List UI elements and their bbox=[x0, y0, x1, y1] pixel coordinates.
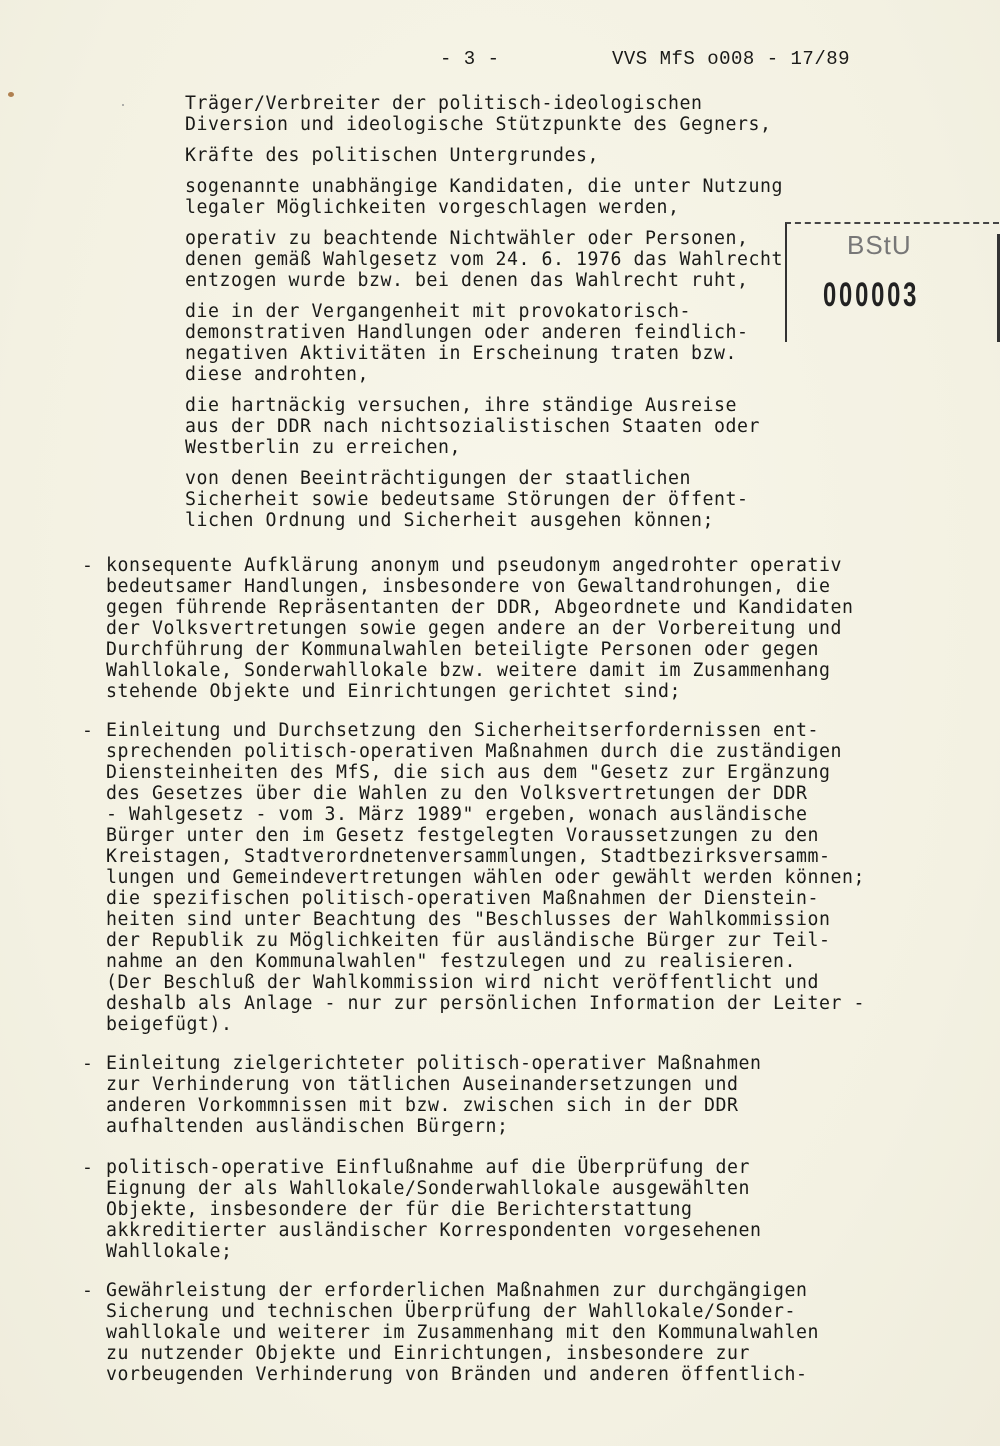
bullet-line: deshalb als Anlage - nur zur persönlichen Information der Leiter - bbox=[106, 993, 865, 1014]
bullet-line: aufhaltenden ausländischen Bürgern; bbox=[106, 1116, 509, 1137]
bullet-dash: - bbox=[82, 555, 93, 576]
bullet-line: Bürger unter den im Gesetz festgelegten Voraussetzungen zu den bbox=[106, 825, 819, 846]
sub-item-line: lichen Ordnung und Sicherheit ausgehen können; bbox=[185, 510, 714, 531]
sub-item-line: entzogen wurde bzw. bei denen das Wahlrecht ruht, bbox=[185, 270, 749, 291]
bullet-line: akkreditierter ausländischer Korrespondenten vorgesehenen bbox=[106, 1220, 762, 1241]
bullet-line: Einleitung und Durchsetzung den Sicherheitserfordernissen ent- bbox=[106, 720, 819, 741]
bullet-line: Objekte, insbesondere der für die Berichterstattung bbox=[106, 1199, 693, 1220]
bullet-line: der Republik zu Möglichkeiten für ausländische Bürger zur Teil- bbox=[106, 930, 831, 951]
sub-item-line: Diversion und ideologische Stützpunkte des Gegners, bbox=[185, 114, 772, 135]
sub-item-line: legaler Möglichkeiten vorgeschlagen werden, bbox=[185, 197, 680, 218]
stamp-number: 000003 bbox=[823, 276, 920, 314]
bullet-line: vorbeugenden Verhinderung von Bränden und anderen öffentlich- bbox=[106, 1364, 808, 1385]
bullet-line: konsequente Aufklärung anonym und pseudonym angedrohter operativ bbox=[106, 555, 842, 576]
sub-item-line: Sicherheit sowie bedeutsame Störungen der öffent- bbox=[185, 489, 749, 510]
sub-item-line: aus der DDR nach nichtsozialistischen Staaten oder bbox=[185, 416, 760, 437]
document-reference: VVS MfS o008 - 17/89 bbox=[612, 48, 851, 70]
sub-item-line: negativen Aktivitäten in Erscheinung traten bzw. bbox=[185, 343, 737, 364]
bullet-line: Gewährleistung der erforderlichen Maßnahmen zur durchgängigen bbox=[106, 1280, 808, 1301]
archive-stamp bbox=[785, 222, 999, 342]
bullet-line: Wahllokale; bbox=[106, 1241, 233, 1262]
bullet-line: Eignung der als Wahllokale/Sonderwahllokale ausgewählten bbox=[106, 1178, 750, 1199]
sub-item-line: Träger/Verbreiter der politisch-ideologischen bbox=[185, 93, 703, 114]
paper-speck bbox=[122, 104, 124, 106]
page-number: - 3 - bbox=[440, 48, 500, 70]
bullet-line: die spezifischen politisch-operativen Maßnahmen der Dienstein- bbox=[106, 888, 819, 909]
sub-item-line: von denen Beeinträchtigungen der staatlichen bbox=[185, 468, 691, 489]
bullet-line: lungen und Gemeindevertretungen wählen oder gewählt werden können; bbox=[106, 867, 865, 888]
bullet-line: zur Verhinderung von tätlichen Auseinandersetzungen und bbox=[106, 1074, 739, 1095]
bullet-line: Durchführung der Kommunalwahlen beteiligte Personen oder gegen bbox=[106, 639, 819, 660]
bullet-line: zu nutzender Objekte und Einrichtungen, insbesondere zur bbox=[106, 1343, 750, 1364]
bullet-line: nahme an den Kommunalwahlen" festzulegen und zu realisieren. bbox=[106, 951, 796, 972]
sub-item-line: Kräfte des politischen Untergrundes, bbox=[185, 145, 599, 166]
stamp-label: BStU bbox=[847, 230, 912, 260]
bullet-dash: - bbox=[82, 1053, 93, 1074]
sub-item-line: die in der Vergangenheit mit provokatorisch- bbox=[185, 301, 691, 322]
bullet-line: der Volksvertretungen sowie gegen andere an der Vorbereitung und bbox=[106, 618, 842, 639]
bullet-line: gegen führende Repräsentanten der DDR, Abgeordnete und Kandidaten bbox=[106, 597, 854, 618]
bullet-line: Sicherung und technischen Überprüfung der Wahllokale/Sonder- bbox=[106, 1301, 796, 1322]
bullet-line: des Gesetzes über die Wahlen zu den Volksvertretungen der DDR bbox=[106, 783, 808, 804]
bullet-line: (Der Beschluß der Wahlkommission wird nicht veröffentlicht und bbox=[106, 972, 819, 993]
bullet-line: heiten sind unter Beachtung des "Beschlusses der Wahlkommission bbox=[106, 909, 831, 930]
bullet-dash: - bbox=[82, 1280, 93, 1301]
bullet-line: wahllokale und weiterer im Zusammenhang mit den Kommunalwahlen bbox=[106, 1322, 819, 1343]
sub-item-line: demonstrativen Handlungen oder anderen feindlich- bbox=[185, 322, 749, 343]
sub-item-line: Westberlin zu erreichen, bbox=[185, 437, 461, 458]
paper-stain bbox=[8, 92, 14, 97]
sub-item-line: diese androhten, bbox=[185, 364, 369, 385]
bullet-line: - Wahlgesetz - vom 3. März 1989" ergeben, wonach ausländische bbox=[106, 804, 808, 825]
bullet-line: Kreistagen, Stadtverordnetenversammlungen, Stadtbezirksversamm- bbox=[106, 846, 831, 867]
bullet-line: politisch-operative Einflußnahme auf die Überprüfung der bbox=[106, 1157, 750, 1178]
bullet-line: anderen Vorkommnissen mit bzw. zwischen sich in der DDR bbox=[106, 1095, 739, 1116]
bullet-dash: - bbox=[82, 720, 93, 741]
bullet-line: bedeutsamer Handlungen, insbesondere von Gewaltandrohungen, die bbox=[106, 576, 831, 597]
sub-item-line: operativ zu beachtende Nichtwähler oder Personen, bbox=[185, 228, 749, 249]
sub-item-line: denen gemäß Wahlgesetz vom 24. 6. 1976 das Wahlrecht bbox=[185, 249, 783, 270]
sub-item-line: die hartnäckig versuchen, ihre ständige Ausreise bbox=[185, 395, 737, 416]
bullet-line: Wahllokale, Sonderwahllokale bzw. weitere damit im Zusammenhang bbox=[106, 660, 831, 681]
bullet-line: Einleitung zielgerichteter politisch-operativer Maßnahmen bbox=[106, 1053, 762, 1074]
bullet-line: stehende Objekte und Einrichtungen gerichtet sind; bbox=[106, 681, 681, 702]
bullet-line: sprechenden politisch-operativen Maßnahmen durch die zuständigen bbox=[106, 741, 842, 762]
bullet-dash: - bbox=[82, 1157, 93, 1178]
sub-item-line: sogenannte unabhängige Kandidaten, die unter Nutzung bbox=[185, 176, 783, 197]
bullet-line: beigefügt). bbox=[106, 1014, 233, 1035]
bullet-line: Diensteinheiten des MfS, die sich aus dem "Gesetz zur Ergänzung bbox=[106, 762, 831, 783]
